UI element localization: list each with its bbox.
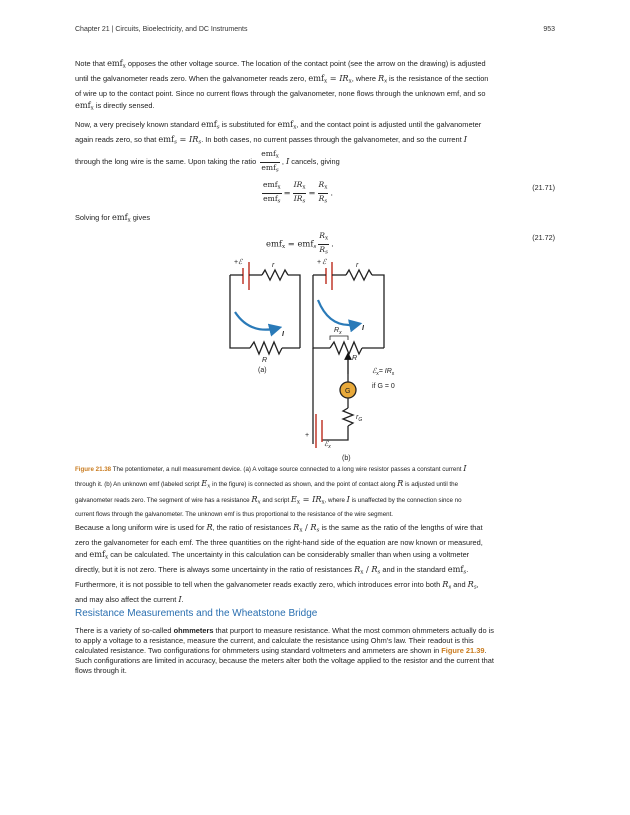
equation-21-71: $\frac{emf_x}{emf_s}$ = $\frac{IR_x}{IR_s}$ = $\frac{R_x}{R_s}$ . <box>263 180 334 204</box>
page-number: 953 <box>543 26 555 33</box>
R-label-b: R <box>352 355 358 362</box>
current-arrow-b <box>318 300 358 325</box>
r-label-a: r <box>272 262 275 269</box>
figure-label-a: (a) <box>258 367 267 374</box>
unknown-emf-battery <box>316 414 322 448</box>
figure-link[interactable]: Figure 21.39 <box>441 646 485 655</box>
I-label-a: I <box>282 331 284 338</box>
if-G-zero: if G = 0 <box>372 383 395 390</box>
Ex-label: ℰ$_x$ <box>324 441 331 450</box>
plus-ex: + <box>305 432 310 439</box>
emf-label-a: ℰ <box>238 259 243 266</box>
I-label-b: I <box>362 325 364 332</box>
equation-number-21-71: (21.71) <box>532 183 555 192</box>
equation-21-72: emf$_x$ = emf$_s$ $\frac{R_x}{R_s}$ . <box>266 231 334 255</box>
paragraph-1: Note that emf$_x$ opposes the other voltage source. The location of the contact point (see the arrow on the drawing) is adjusted until the galvanometer reads zero. When the galvanometer reads zero, $emf_x = IR_x$, where $R_x$ is the resistance of the section of wire up to the contact point. Since no current flows through the galvanometer, none flows through the unknown emf, and so emf$_x$ is directly sensed. <box>75 58 489 111</box>
caption-label: Figure 21.38 <box>75 466 112 473</box>
rx-brace <box>330 336 348 340</box>
figure-caption: Figure 21.38 The potentiometer, a null measurement device. (a) A voltage source connected to a long wire resistor passes a constant current I through it. (b) An unknown emf (labeled script $E_x$ in the figure) is connected as shown, and the point of contact along R is adjusted until the galvanometer reads zero. The segment of wire has a resistance $R_x$ and script $E_x = IR_x$, where I is unaffected by the connection since no current flows through the galvanometer. The unknown emf is thus proportional to the resistance of the wire segment. <box>75 463 467 518</box>
plus-b: + <box>317 259 322 266</box>
figure-label-b: (b) <box>342 455 351 462</box>
section-heading: Resistance Measurements and the Wheatstone Bridge <box>75 608 318 619</box>
r-label-b: r <box>356 262 359 269</box>
rG-label: $r_G$ <box>356 414 363 423</box>
Rx-label: $R_x$ <box>334 327 342 336</box>
circuit-a <box>230 262 300 354</box>
plus-a: + <box>234 259 239 266</box>
emf-label-b: ℰ <box>322 259 327 266</box>
equation-number-21-72: (21.72) <box>532 233 555 242</box>
Ex-equation: ℰ$_x$= $IR_x$ <box>372 368 395 377</box>
current-arrow-a <box>235 312 278 330</box>
paragraph-3: Because a long uniform wire is used for R, the ratio of resistances $R_x / R_s$ is the same as the ratio of the lengths of wire that zero the galvanometer for each emf. The three quantities on the right-hand side of the equation are now known or measured, and emf$_x$ can be calculated. The uncertainty in this calculation can be considerably smaller than when using a voltmeter directly, but it is not zero. There is always some uncertainty in the ratio of resistances $R_x / R_s$ and in the standard emf$_s$. Furthermore, it is not possible to tell when the galvanometer reads exactly zero, which introduces error into both $R_x$ and $R_s$, and may also affect the current I. <box>75 522 483 604</box>
paragraph-4: There is a variety of so-called ohmmeters that purport to measure resistance. What the most common ohmmeters actually do is to apply a voltage to a resistance, measure the current, and calculate the resistance using Ohm's law. Their readout is this calculated resistance. Two configurations for ohmmeters using standard voltmeters and ammeters are shown in Figure 21.39. Such configurations are limited in accuracy, because the meters alter both the voltage applied to the resistor and the current that flows through it. <box>75 626 494 675</box>
solving-for-line: Solving for emf$_x$ gives <box>75 212 151 224</box>
circuit-b <box>313 262 384 444</box>
galvanometer-label: G <box>345 388 351 395</box>
paragraph-2: Now, a very precisely known standard emf$_s$ is substituted for emf$_x$, and the contact point is adjusted until the galvanometer again reads zero, so that $emf_s = IR_s$. In both cases, no current passes through the galvanometer, and so the current I through the long wire is the same. Upon taking the ratio $\frac{emf_x}{emf_s}$ , I cancels, giving <box>75 119 482 173</box>
R-label-a: R <box>262 357 268 364</box>
chapter-header: Chapter 21 | Circuits, Bioelectricity, and DC Instruments <box>75 26 248 33</box>
